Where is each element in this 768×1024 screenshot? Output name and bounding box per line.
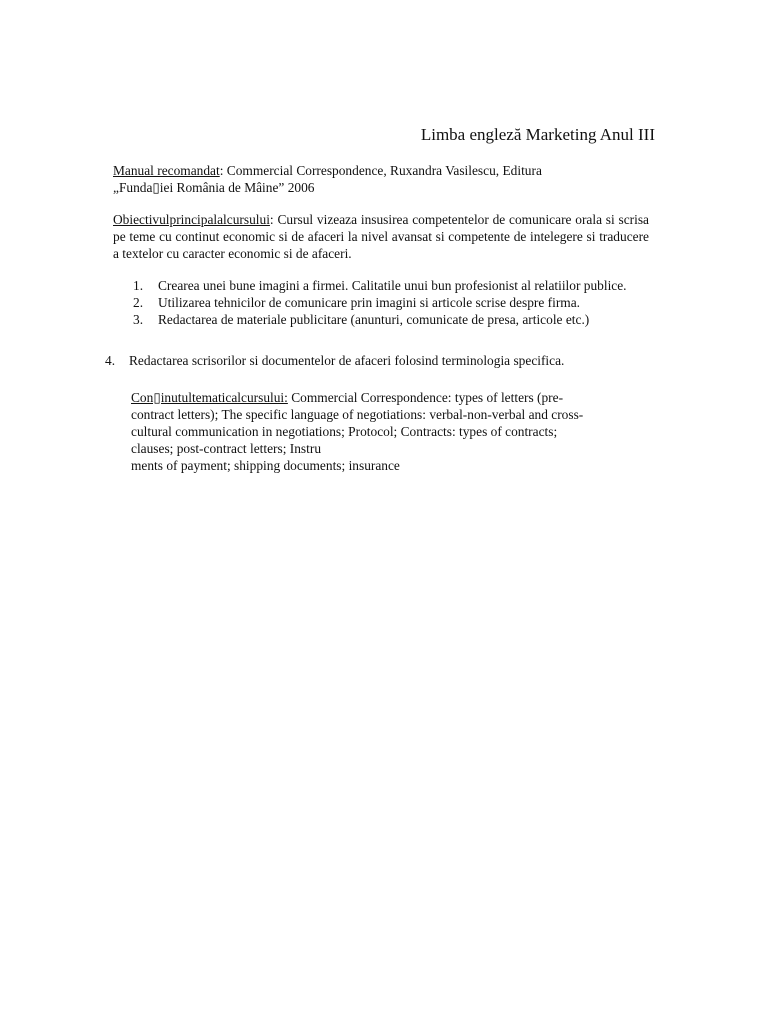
list-item-4 bbox=[105, 352, 665, 369]
list-item bbox=[133, 311, 653, 328]
content-line2: contract letters); The specific language of negotiations: verbal-non-verbal and cross- bbox=[131, 407, 584, 422]
manual-text-line1: Commercial Correspondence, Ruxandra Vasilescu, Editura bbox=[226, 163, 542, 178]
content-line4: clauses; post-contract letters; Instru bbox=[131, 441, 322, 456]
objective-label: Obiectivulprincipalalcursului bbox=[113, 212, 270, 227]
course-content-paragraph bbox=[131, 389, 661, 474]
list-item-number: 2. bbox=[133, 295, 144, 310]
manual-label: Manual recomandat bbox=[113, 163, 220, 178]
content-line1: Commercial Correspondence: types of letters (pre- bbox=[291, 390, 564, 405]
content-line3: cultural communication in negotiations; Protocol; Contracts: types of contracts; bbox=[131, 424, 558, 439]
list-item-number: 3. bbox=[133, 312, 144, 327]
content-label: Con▯inutultematicalcursului: bbox=[131, 390, 288, 405]
list-item-number: 4. bbox=[105, 353, 116, 368]
list-item-text: Utilizarea tehnicilor de comunicare prin imagini si articole scrise despre firma. bbox=[158, 295, 581, 310]
page-header bbox=[421, 125, 655, 145]
main-objective-paragraph: Obiectivulprincipalalcursului: Cursul vizeaza insusirea competentelor de comunicare orala si scrisa pe teme cu continut economic si de afaceri la nivel avansat si competente de intelegere si traducere a textelor cu caracter economic si de afaceri. bbox=[113, 212, 650, 261]
list-item-text: Redactarea de materiale publicitare (anunturi, comunicate de presa, articole etc.) bbox=[158, 312, 590, 327]
header-specialization: Marketing bbox=[525, 125, 597, 144]
recommended-manual-paragraph: Manual recomandat: Commercial Correspondence, Ruxandra Vasilescu, Editura „Funda▯iei România de Mâine” 2006 bbox=[113, 163, 542, 195]
objective-text: Cursul vizeaza insusirea competentelor de comunicare orala si scrisa pe teme cu continut economic si de afaceri la nivel avansat si competente de intelegere si traducere a textelor cu caracter economic si de afaceri. bbox=[113, 212, 650, 261]
list-item-number: 1. bbox=[133, 278, 144, 293]
header-year: Anul III bbox=[599, 125, 655, 144]
list-item-text: Redactarea scrisorilor si documentelor de afaceri folosind terminologia specifica. bbox=[129, 353, 565, 368]
list-item-text: Crearea unei bune imagini a firmei. Calitatile unui bun profesionist al relatiilor publice. bbox=[158, 278, 627, 293]
manual-text-line2: „Funda▯iei România de Mâine” 2006 bbox=[113, 180, 315, 195]
list-item bbox=[133, 294, 653, 311]
header-subject: Limba engleză bbox=[420, 125, 522, 144]
list-item bbox=[133, 277, 653, 294]
objectives-list bbox=[133, 277, 653, 328]
content-line5: ments of payment; shipping documents; insurance bbox=[131, 458, 400, 473]
